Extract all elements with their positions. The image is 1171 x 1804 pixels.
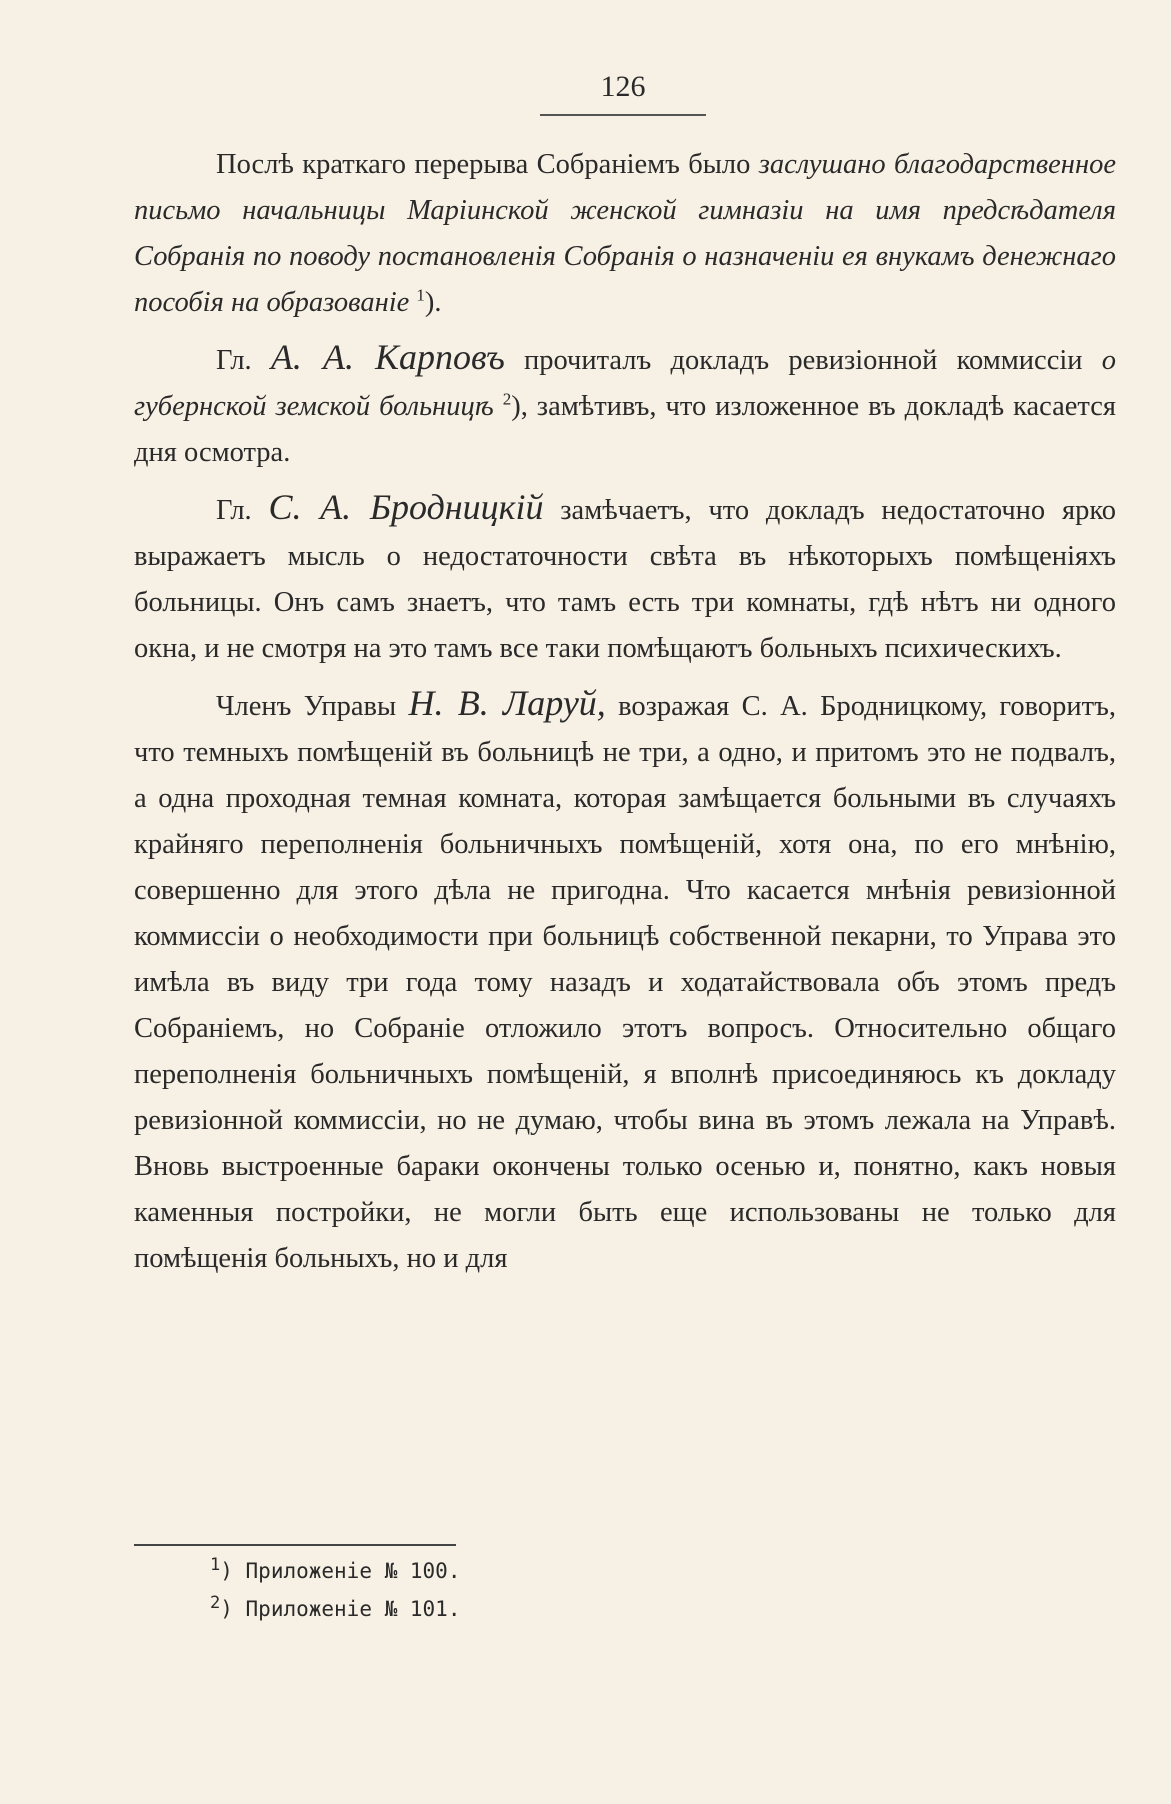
paragraph-1: Послѣ краткаго перерыва Собраніемъ было заслушано благодарственное письмо начальницы Маріинской женской гимназіи на имя предсѣдателя Собранія по поводу постановленія Собранія о назначеніи ея внукамъ денежнаго пособія на образованіе $^1$). xyxy=(134,149,1116,318)
paragraph-2: Гл. А. А. Карповъ прочиталъ докладъ ревизіонной коммиссіи о губернской земской больницѣ $^2$), замѣтивъ, что изложенное въ докладѣ касается дня осмотра. xyxy=(134,337,1116,468)
page-number: 126 xyxy=(600,70,646,103)
footnote-ref: 1 xyxy=(416,285,425,305)
speaker-name: А. А. Карповъ xyxy=(270,337,505,377)
body-text xyxy=(134,142,1116,1290)
speaker-name: С. А. Бродницкій xyxy=(268,487,544,527)
footnote-rule xyxy=(134,1544,456,1546)
italic-text: о губернской земской больницѣ xyxy=(134,345,1116,422)
paragraph-4: Членъ Управы Н. В. Ларуй, возражая С. А. Бродницкому, говоритъ, что темныхъ помѣщеній въ больницѣ не три, а одно, и притомъ это не подвалъ, а одна проходная темная комната, которая замѣщается больными въ случаяхъ крайняго переполненія больничныхъ помѣщеній, хотя она, по его мнѣнію, совершенно для этого дѣла не пригодна. Что касается мнѣнія ревизіонной коммиссіи о необходимости при больницѣ собственной пекарни, то Управа это имѣла въ виду три года тому назадъ и ходатайствовала объ этомъ предъ Собраніемъ, но Собраніе отложило этотъ вопросъ. Относительно общаго переполненія больничныхъ помѣщеній, я вполнѣ присоединяюсь къ докладу ревизіонной коммиссіи, но не думаю, чтобы вина въ этомъ лежала на Управѣ. Вновь выстроенные бараки окончены только осенью и, понятно, какъ новыя каменныя постройки, не могли быть еще использованы не только для помѣщенія больныхъ, но и для xyxy=(134,683,1116,1274)
speaker-name: Н. В. Ларуй, xyxy=(408,683,606,723)
page-number-rule xyxy=(540,114,706,116)
italic-text: заслушано благодарственное письмо начальницы Маріинской женской гимназіи на имя предсѣдателя Собранія по поводу постановленія Собранія о назначеніи ея внукамъ денежнаго пособія на образованіе xyxy=(134,149,1116,318)
footnote-ref: 2 xyxy=(502,389,512,409)
footnote-2: $^2$) Приложеніе № 101. xyxy=(210,1593,461,1621)
footnotes xyxy=(210,1552,460,1628)
footnote-1: $^1$) Приложеніе № 100. xyxy=(210,1555,461,1583)
paragraph-3: Гл. С. А. Бродницкій замѣчаетъ, что докладъ недостаточно ярко выражаетъ мысль о недостаточности свѣта въ нѣкоторыхъ помѣщеніяхъ больницы. Онъ самъ знаетъ, что тамъ есть три комнаты, гдѣ нѣтъ ни одного окна, и не смотря на это тамъ все таки помѣщаютъ больныхъ психическихъ. xyxy=(134,487,1116,664)
